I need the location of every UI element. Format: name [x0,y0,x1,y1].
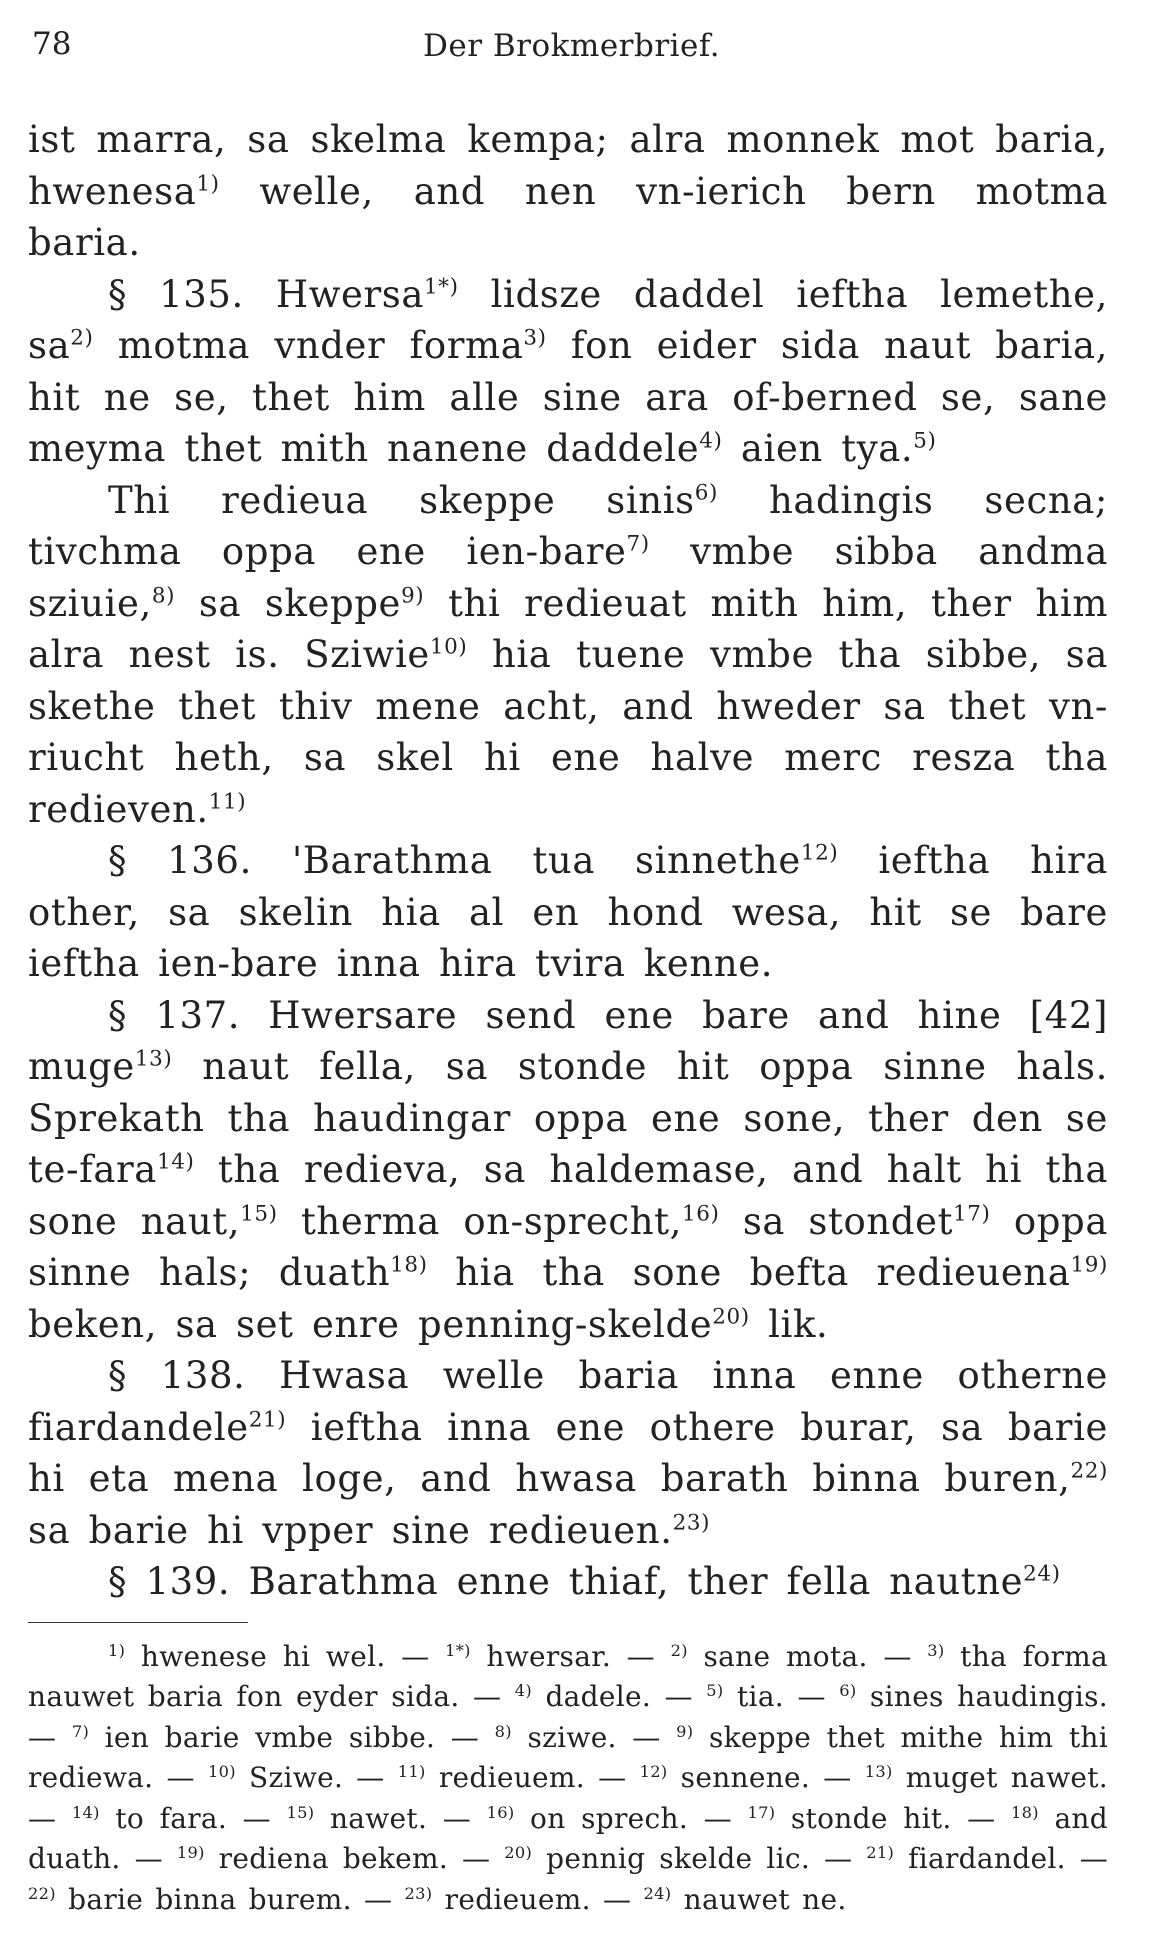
footnote-marker: 15) [240,1201,278,1227]
footnote-number: 5) [706,1680,724,1700]
paragraph [28,1350,1108,1556]
main-text [28,114,1108,1608]
footnote-marker: 8) [151,583,176,609]
text-run: hadingis secna; tivchma oppa ene ien-bare [28,478,1108,573]
footnote-text: nawet. — [314,1801,487,1835]
footnote-text: and duath. — [28,1801,1108,1875]
footnote-marker: 9) [401,583,425,609]
footnote-number: 8) [494,1721,512,1741]
footnote-text: ien barie vmbe sibbe. — [89,1720,495,1754]
text-run: thi redieuat mith him, ther him alra nest is. Sziwie [28,581,1109,676]
text-run: sa barie hi vpper sine redieuen. [28,1508,673,1552]
footnote-marker: 11) [208,789,247,815]
footnote-text: hwersar. — [470,1639,671,1673]
page-number: 78 [32,26,72,62]
running-title: Der Brokmerbrief. [423,28,721,64]
footnote-text: sines haudingis. — [28,1680,1108,1754]
footnote-number: 17) [747,1802,776,1822]
text-run: vmbe sibba andma sziuie, [28,530,1108,625]
text-run: ieftha inna ene othere burar, sa barie hi eta mena loge, and hwasa barath binna buren, [28,1405,1108,1500]
footnote [866,1842,1108,1875]
footnote [28,1883,405,1916]
footnote [487,1802,748,1835]
text-run: § 138. Hwasa welle baria inna enne otherne fiardandele [28,1354,1108,1449]
footnote-marker: 10) [429,634,468,660]
text-run: hia tuene vmbe tha sibbe, sa skethe thet thiv mene acht, and hweder sa thet vn-riucht heth, sa skel hi ene halve merc resza tha redieven. [28,633,1108,831]
footnote-number: 13) [864,1761,893,1781]
footnotes [28,1637,1108,1921]
footnote-marker: 21) [248,1407,287,1433]
footnote-number: 10) [207,1761,236,1781]
footnote-number: 7) [71,1721,90,1741]
page-header [28,20,1108,80]
footnote-number: 4) [514,1680,533,1700]
footnote [72,1802,287,1835]
text-run: hia tha sone befta redieuena [427,1251,1071,1294]
footnote-divider [28,1622,248,1623]
footnote [504,1842,866,1875]
footnote-text: stonde hit. — [775,1801,1011,1835]
footnote [398,1761,640,1794]
footnote-number: 15) [286,1802,315,1822]
footnote-number: 14) [71,1802,100,1822]
footnote-text: tia. — [723,1680,840,1713]
footnote-marker: 7) [626,531,650,557]
footnote-text: skeppe thet mithe him thi rediewa. — [28,1720,1108,1794]
paragraph [28,114,1108,269]
text-run: § 135. Hwersa [108,272,425,316]
footnote-text: redieuem. — [432,1882,644,1916]
footnote-number: 1*) [445,1640,471,1660]
footnote-marker: 14) [156,1149,195,1175]
text-run: tha redieva, sa haldemase, and halt hi tha sone naut, [28,1148,1108,1243]
footnote [644,1883,847,1916]
paragraph [28,1556,1108,1608]
text-run: motma vnder forma [93,324,524,367]
text-run: sa skeppe [175,581,402,625]
footnote-number: 22) [28,1883,56,1903]
footnote [177,1842,504,1875]
footnote-number: 21) [866,1842,895,1862]
footnote-number: 6) [839,1680,857,1700]
footnote-text: rediena bekem. — [204,1842,505,1875]
footnote [495,1721,677,1754]
footnote-text: sane mota. — [687,1639,928,1673]
text-run: § 137. Hwersare send ene bare and hine [42] muge [28,993,1108,1088]
paragraph [28,835,1108,990]
text-run: lidsze daddel ieftha lemethe, sa [28,272,1108,367]
text-run: § 136. 'Barathma tua sinnethe [108,839,801,882]
footnote-marker: 17) [953,1201,991,1227]
footnote-number: 3) [927,1640,945,1660]
footnote [108,1640,445,1673]
footnote [515,1680,707,1713]
footnote-text: tha forma nauwet baria fon eyder sida. — [28,1639,1108,1713]
footnote-marker: 18) [390,1252,428,1278]
footnote-text: hwenese hi wel. — [125,1639,446,1673]
footnote-number: 9) [676,1721,694,1741]
footnote-marker: 1) [196,171,220,197]
footnote-number: 24) [643,1883,672,1903]
footnote-text: sziwe. — [511,1720,677,1754]
footnote-text: dadele. — [532,1680,707,1713]
footnote-marker: 24) [1023,1561,1061,1587]
footnote-marker: 5) [913,428,937,454]
text-run: ieftha hira other, sa skelin hia al en hond wesa, hit se bare ieftha ien-bare inna hira tvira kenne. [28,839,1108,985]
footnote-text: to fara. — [99,1801,287,1835]
text-run: oppa sinne hals; duath [28,1199,1108,1294]
footnote-text: Sziwe. — [235,1761,398,1794]
footnote-text: sennene. — [667,1761,865,1794]
footnote-marker: 13) [134,1046,173,1072]
text-run: lik. [749,1302,829,1346]
footnote-number: 16) [486,1802,515,1822]
text-run: naut fella, sa stonde hit oppa sinne hals. Sprekath tha haudingar oppa ene sone, ther den se te-fara [28,1045,1108,1191]
footnote-number: 20) [504,1842,533,1862]
footnote-text: fiardandel. — [894,1842,1109,1875]
text-run: Thi redieua skeppe sinis [108,478,695,522]
footnote-marker: 22) [1070,1458,1108,1484]
footnote [72,1721,495,1754]
footnote-marker: 6) [694,480,718,506]
footnote-marker: 4) [699,428,723,454]
footnote-text: barie binna burem. — [55,1882,405,1916]
footnote-number: 23) [404,1883,433,1903]
footnote [640,1761,865,1794]
footnote-text: on sprech. — [514,1801,748,1835]
text-run: sa stondet [719,1199,954,1243]
text-run: fon eider sida naut baria, hit ne se, thet him alle sine ara of-berned se, sane meyma thet mith nanene daddele [28,324,1108,470]
text-run: § 139. Barathma enne thiaf, ther fella nautne [108,1560,1024,1603]
footnote-text: pennig skelde lic. — [532,1842,867,1875]
paragraph [28,269,1108,475]
footnote [747,1802,1011,1835]
footnote [287,1802,487,1835]
footnote-number: 12) [639,1761,668,1781]
text-run: welle, and nen vn-ierich bern motma baria. [28,169,1108,264]
footnote-block [28,1637,1108,1921]
footnote-text: nauwet ne. [671,1882,847,1916]
footnote-marker: 19) [1070,1252,1108,1278]
text-run: ist marra, sa skelma kempa; alra monnek mot baria, hwenesa [28,118,1108,213]
footnote-marker: 23) [672,1510,711,1536]
footnote-number: 18) [1010,1802,1039,1822]
footnote [208,1761,398,1794]
paragraph [28,990,1108,1351]
footnote-marker: 20) [712,1304,750,1330]
footnote-marker: 12) [800,840,839,866]
footnote [706,1680,839,1713]
text-run: aien tya. [722,427,914,470]
paragraph [28,475,1108,836]
footnote-number: 19) [176,1842,205,1862]
text-run: beken, sa set enre penning-skelde [28,1302,713,1346]
footnote-number: 1) [108,1640,126,1660]
text-run: therma on-sprecht, [277,1199,682,1243]
footnote-text: muget nawet. — [28,1761,1108,1835]
footnote-number: 11) [397,1761,426,1781]
footnote-marker: 3) [523,325,547,351]
footnote [671,1640,928,1673]
footnote [445,1640,670,1673]
footnote-marker: 1*) [424,274,459,300]
footnote [405,1883,644,1916]
footnote-marker: 16) [681,1201,720,1227]
footnote-number: 2) [670,1640,688,1660]
footnote-text: redieuem. — [425,1761,640,1794]
footnote-marker: 2) [70,325,94,351]
